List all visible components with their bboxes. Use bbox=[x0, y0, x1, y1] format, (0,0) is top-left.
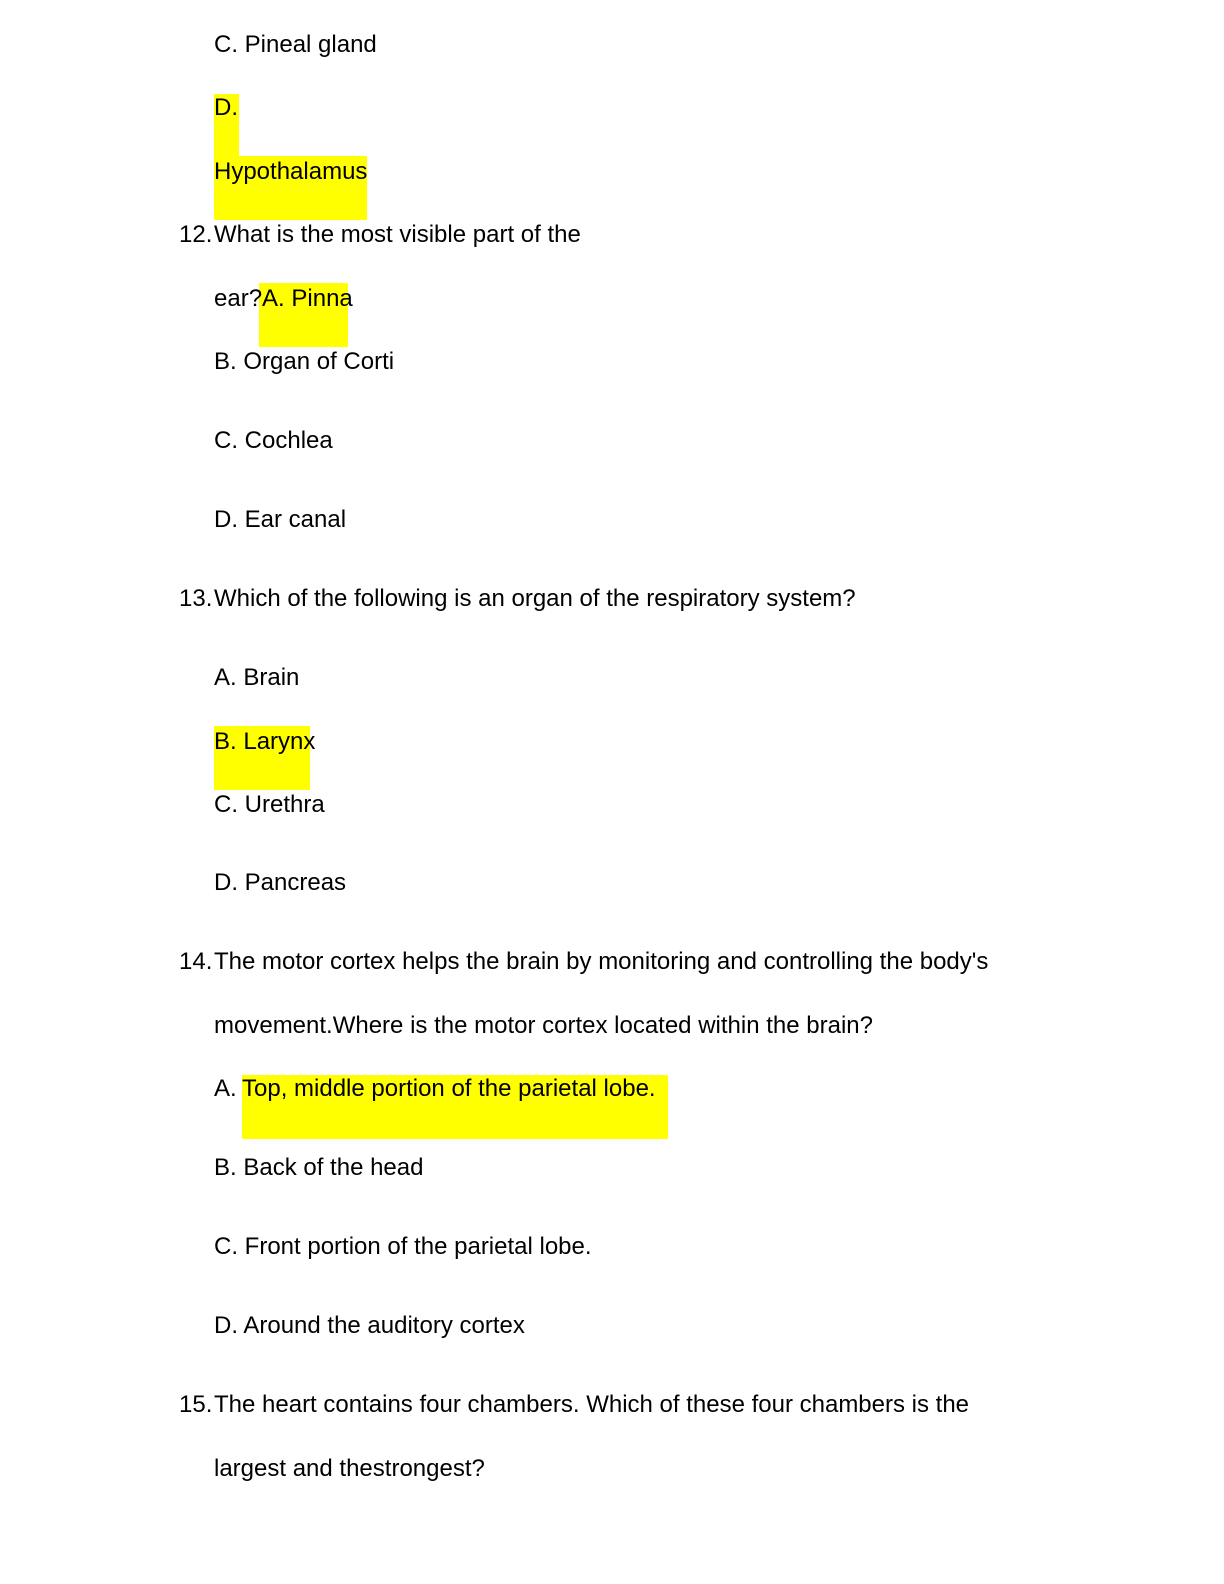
q14-option-c: C. Front portion of the parietal lobe. bbox=[214, 1233, 592, 1260]
q12-question-line2 bbox=[214, 285, 353, 313]
q12-option-c: C. Cochlea bbox=[214, 427, 333, 454]
q15-question-line2: largest and thestrongest? bbox=[214, 1455, 485, 1482]
q13-option-c: C. Urethra bbox=[214, 791, 325, 818]
q12-number: 12. bbox=[179, 221, 213, 248]
q14-question-line2: movement.Where is the motor cortex located within the brain? bbox=[214, 1012, 873, 1039]
q12-option-d: D. Ear canal bbox=[214, 506, 347, 533]
q14-option-b: B. Back of the head bbox=[214, 1154, 424, 1181]
q13-question: Which of the following is an organ of the respiratory system? bbox=[214, 585, 856, 612]
q14-option-a-text: Top, middle portion of the parietal lobe. bbox=[242, 1075, 656, 1102]
q11-option-d-text: Hypothalamus bbox=[214, 158, 368, 185]
q11-option-d-letter: D. bbox=[214, 94, 238, 121]
q13-option-b: B. Larynx bbox=[214, 728, 316, 755]
q14-option-a-letter: A. bbox=[214, 1075, 237, 1102]
q15-number: 15. bbox=[179, 1391, 213, 1418]
q13-number: 13. bbox=[179, 585, 213, 612]
q12-question-line1: What is the most visible part of the bbox=[214, 221, 581, 248]
q14-option-d: D. Around the auditory cortex bbox=[214, 1312, 525, 1339]
q12-option-a: A. Pinna bbox=[262, 285, 353, 312]
q12-option-b: B. Organ of Corti bbox=[214, 348, 395, 375]
q11-option-c: C. Pineal gland bbox=[214, 31, 377, 58]
q13-option-a: A. Brain bbox=[214, 664, 300, 691]
q14-number: 14. bbox=[179, 948, 213, 975]
q15-question-line1: The heart contains four chambers. Which of these four chambers is the bbox=[214, 1391, 970, 1418]
q12-question-end: ear? bbox=[214, 285, 263, 312]
q13-option-d: D. Pancreas bbox=[214, 869, 347, 896]
q14-question-line1: The motor cortex helps the brain by monitoring and controlling the body's bbox=[214, 948, 989, 975]
